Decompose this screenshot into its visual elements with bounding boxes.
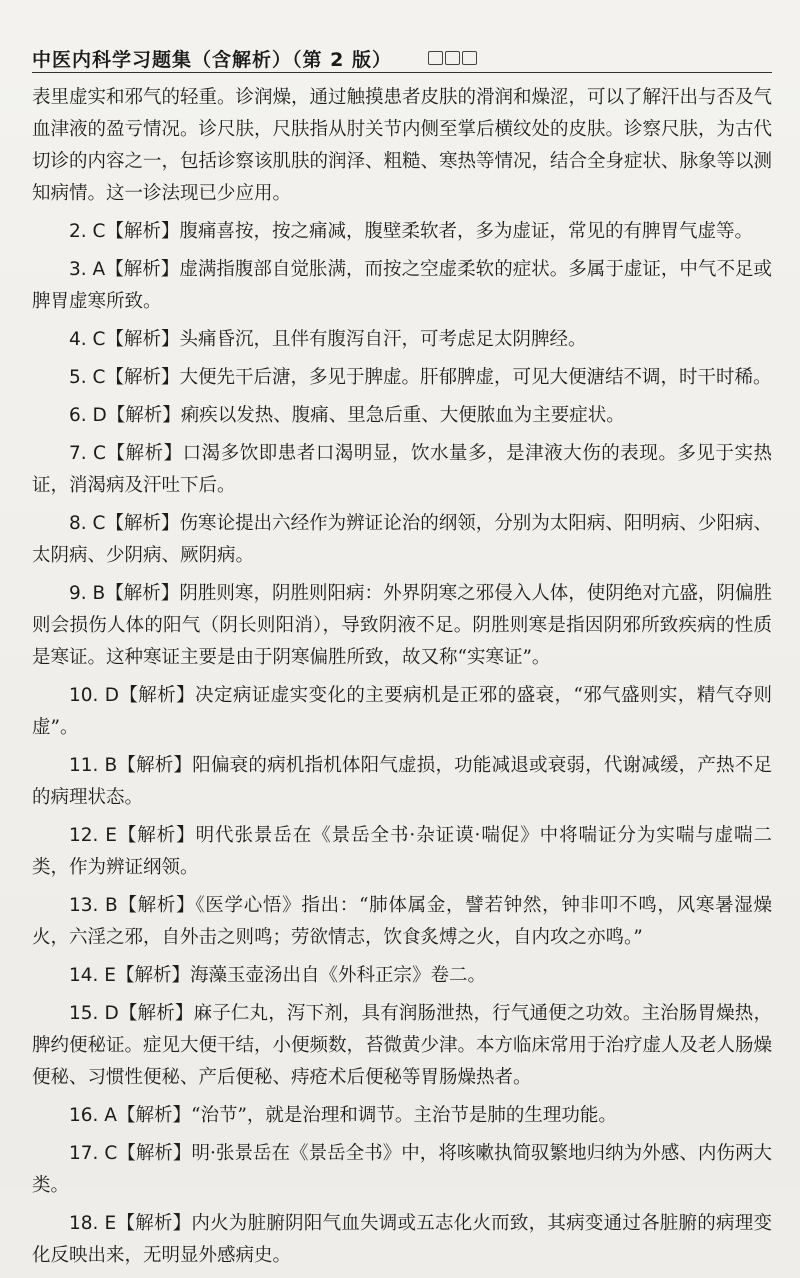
answer-explanation: 阴胜则寒，阴胜则阳病：外界阴寒之邪侵入人体，使阴绝对亢盛，阴偏胜则会损伤人体的阳气（阴长则阳消），导致阴液不足。阴胜则寒是指因阴邪所致疾病的性质是寒证。这种寒证主要是由于阴寒偏胜所致，故又称“实寒证”。	[32, 583, 772, 668]
analysis-tag: 【解析】	[105, 367, 180, 388]
answer-entry	[32, 254, 772, 318]
answer-entry	[32, 400, 772, 432]
answer-explanation: 《医学心悟》指出：“肺体属金，譬若钟然，钟非叩不鸣，风寒暑湿燥火，六淫之邪，自外击之则鸣；劳欲情志，饮食炙煿之火，自内攻之亦鸣。”	[32, 895, 772, 948]
answer-number: 11. B	[69, 755, 118, 776]
answer-entry	[32, 1208, 772, 1272]
header-box-2	[445, 51, 460, 65]
answer-number: 5. C	[69, 367, 106, 388]
running-header	[32, 42, 772, 73]
answer-entry	[32, 1138, 772, 1202]
answer-number: 12. E	[69, 825, 117, 846]
header-ornament-boxes	[428, 51, 477, 65]
analysis-tag: 【解析】	[105, 259, 180, 280]
answer-explanation: 海藻玉壶汤出自《外科正宗》卷二。	[190, 965, 487, 986]
answer-number: 6. D	[69, 405, 107, 426]
intro-paragraph: 表里虚实和邪气的轻重。诊润燥，通过触摸患者皮肤的滑润和燥涩，可以了解汗出与否及气血津液的盈亏情况。诊尺肤，尺肤指从肘关节内侧至掌后横纹处的皮肤。诊察尺肤，为古代切诊的内容之一，包括诊察该肌肤的润泽、粗糙、寒热等情况，结合全身症状、脉象等以测知病情。这一诊法现已少应用。	[32, 87, 773, 204]
answer-entry	[32, 216, 772, 248]
answer-explanation: 头痛昏沉，且伴有腹泻自汗，可考虑足太阴脾经。	[179, 329, 587, 350]
answer-number: 13. B	[69, 895, 118, 916]
answer-entry	[32, 578, 772, 674]
header-title: 中医内科学习题集（含解析）（第 2 版）	[32, 49, 392, 71]
analysis-tag: 【解析】	[116, 965, 191, 986]
analysis-tag: 【解析】	[116, 825, 196, 846]
answer-explanation: 明·张景岳在《景岳全书》中，将咳嗽执简驭繁地归纳为外感、内伤两大类。	[32, 1143, 772, 1196]
answer-number: 2. C	[69, 221, 106, 242]
answer-explanation: 决定病证虚实变化的主要病机是正邪的盛衰，“邪气盛则实，精气夺则虚”。	[32, 685, 772, 738]
answer-number: 3. A	[69, 259, 106, 280]
answer-entry	[32, 324, 772, 356]
analysis-tag: 【解析】	[117, 755, 193, 776]
answer-number: 8. C	[69, 513, 106, 534]
answer-entry	[32, 508, 772, 572]
answer-entry	[32, 1100, 772, 1132]
header-box-1	[428, 51, 443, 65]
analysis-tag: 【解析】	[105, 221, 180, 242]
analysis-tag: 【解析】	[118, 685, 196, 706]
answer-number: 16. A	[69, 1105, 117, 1126]
answer-number: 7. C	[69, 443, 106, 464]
answer-number: 9. B	[69, 583, 106, 604]
analysis-tag: 【解析】	[105, 443, 183, 464]
analysis-tag: 【解析】	[117, 1143, 192, 1164]
answer-explanation: 虚满指腹部自觉胀满，而按之空虚柔软的症状。多属于虚证，中气不足或脾胃虚寒所致。	[32, 259, 772, 312]
answer-entry	[32, 890, 772, 954]
answer-entry	[32, 680, 772, 744]
answer-explanation: 痢疾以发热、腹痛、里急后重、大便脓血为主要症状。	[180, 405, 625, 426]
answer-explanation: “治节”，就是治理和调节。主治节是肺的生理功能。	[190, 1105, 617, 1126]
answer-number: 4. C	[69, 329, 106, 350]
analysis-tag: 【解析】	[118, 1003, 194, 1024]
analysis-tag: 【解析】	[105, 513, 180, 534]
analysis-tag: 【解析】	[105, 329, 180, 350]
answer-entry	[32, 438, 772, 502]
answer-explanation: 大便先干后溏，多见于脾虚。肝郁脾虚，可见大便溏结不调，时干时稀。	[179, 367, 772, 388]
answer-number: 18. E	[69, 1213, 117, 1234]
analysis-tag: 【解析】	[116, 1105, 191, 1126]
answer-number: 15. D	[69, 1003, 119, 1024]
analysis-tag: 【解析】	[117, 895, 196, 916]
answer-number: 17. C	[69, 1143, 118, 1164]
answer-entry	[32, 362, 772, 394]
answer-explanations	[32, 82, 772, 1278]
analysis-tag: 【解析】	[116, 1213, 192, 1234]
answer-explanation: 伤寒论提出六经作为辨证论治的纲领，分别为太阳病、阳明病、少阳病、太阴病、少阴病、厥阴病。	[32, 513, 772, 566]
answer-explanation: 腹痛喜按，按之痛减，腹壁柔软者，多为虚证，常见的有脾胃气虚等。	[179, 221, 753, 242]
answer-number: 10. D	[69, 685, 119, 706]
answer-entry	[32, 998, 772, 1094]
answer-explanation: 麻子仁丸，泻下剂，具有润肠泄热，行气通便之功效。主治肠胃燥热，脾约便秘证。症见大便干结，小便频数，苔微黄少津。本方临床常用于治疗虚人及老人肠燥便秘、习惯性便秘、产后便秘、痔疮术后便秘等胃肠燥热者。	[32, 1003, 773, 1088]
analysis-tag: 【解析】	[106, 405, 181, 426]
answer-explanation: 阳偏衰的病机指机体阳气虚损，功能减退或衰弱，代谢减缓，产热不足的病理状态。	[32, 755, 772, 808]
answer-number: 14. E	[69, 965, 116, 986]
answer-entry	[32, 960, 772, 992]
answer-explanation: 内火为脏腑阴阳气血失调或五志化火而致，其病变通过各脏腑的病理变化反映出来，无明显外感病史。	[32, 1213, 772, 1266]
answer-entry	[32, 820, 772, 884]
analysis-tag: 【解析】	[105, 583, 180, 604]
answer-explanation: 明代张景岳在《景岳全书·杂证谟·喘促》中将喘证分为实喘与虚喘二类，作为辨证纲领。	[32, 825, 772, 878]
answer-explanation: 口渴多饮即患者口渴明显，饮水量多，是津液大伤的表现。多见于实热证，消渴病及汗吐下后。	[32, 443, 772, 496]
header-box-3	[462, 51, 477, 65]
answer-entry	[32, 750, 772, 814]
